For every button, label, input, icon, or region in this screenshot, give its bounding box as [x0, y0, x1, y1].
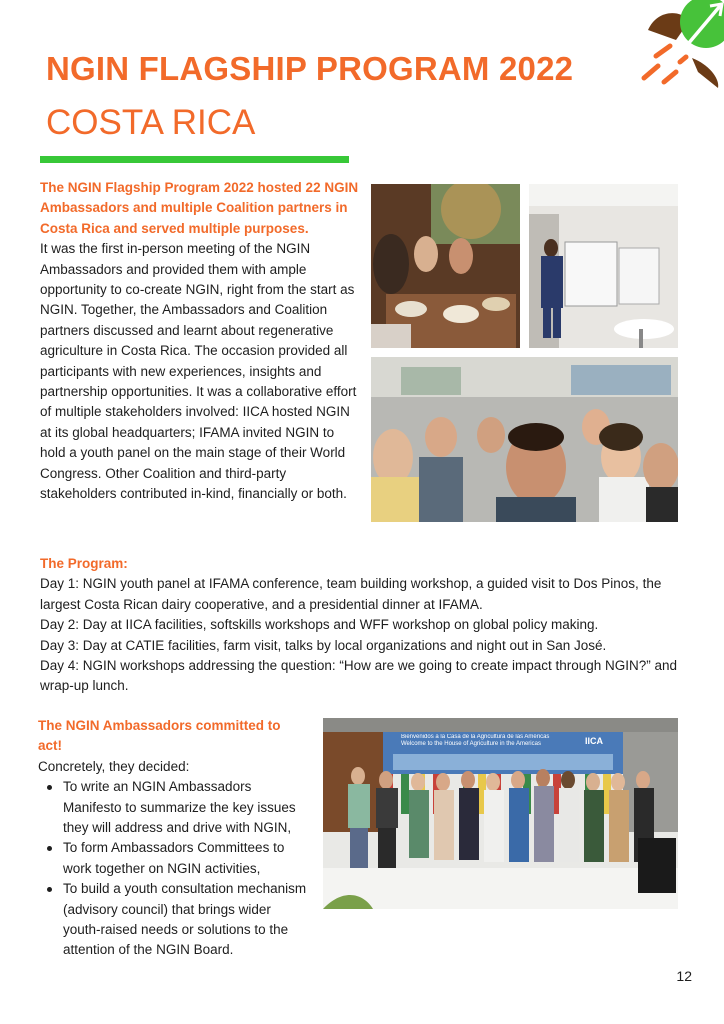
page-title: NGIN FLAGSHIP PROGRAM 2022 — [46, 50, 574, 87]
program-section — [40, 554, 690, 697]
list-item: To build a youth consultation mechanism (advisory council) that brings wider youth-raised needs or solutions to the attention of the NGIN Board. — [38, 879, 308, 961]
intro-section — [40, 178, 362, 505]
page-number: 12 — [676, 968, 692, 984]
title-divider — [40, 156, 349, 163]
presentation-photo — [529, 184, 678, 348]
banner-line-spanish: Bienvenidos a la Casa de la Agricultura de las Américas — [401, 734, 550, 740]
intro-body: It was the first in-person meeting of the NGIN Ambassadors and provided them with ample opportunity to co-create NGIN, right from the start as NGIN. Together, the Ambassadors and Coalition partners discussed and learnt about regenerative agriculture in Costa Rica. The occasion provided all participants with new experiences, insights and partnership opportunities. It was a collaborative effort of multiple stakeholders involved: IICA hosted NGIN at its global headquarters; IFAMA invited NGIN to hold a youth panel on the main stage of their World Congress. Other Coalition and third-party stakeholders contributed in-kind, financially or both. — [40, 241, 357, 502]
bus-selfie-photo — [371, 357, 678, 522]
page-subtitle: COSTA RICA — [46, 103, 256, 142]
dinner-photo — [371, 184, 520, 348]
program-heading: The Program: — [40, 556, 128, 571]
list-item: To form Ambassadors Committees to work together on NGIN activities, — [38, 838, 308, 879]
commitments-section — [38, 716, 308, 961]
commitments-lead: Concretely, they decided: — [38, 758, 190, 774]
commitments-list — [38, 777, 308, 961]
program-day: Day 1: NGIN youth panel at IFAMA conference, team building workshop, a guided visit to Dos Pinos, the largest Costa Rican dairy cooperative, and a presidential dinner at IFAMA. — [40, 576, 662, 612]
program-day: Day 2: Day at IICA facilities, softskills workshops and WFF workshop on global policy making. — [40, 617, 599, 633]
banner-line-english: Welcome to the House of Agriculture in the Americas — [401, 741, 541, 747]
list-item: To write an NGIN Ambassadors Manifesto to summarize the key issues they will address and drive with NGIN, — [38, 777, 308, 838]
program-day: Day 3: Day at CATIE facilities, farm visit, talks by local organizations and night out in San José. — [40, 637, 607, 653]
commitments-heading: The NGIN Ambassadors committed to act! — [38, 718, 281, 754]
ngin-rocket-logo-icon — [636, 0, 724, 92]
group-photo — [323, 718, 678, 909]
banner-iica-logo: IICA — [585, 736, 603, 746]
intro-highlight: The NGIN Flagship Program 2022 hosted 22 NGIN Ambassadors and multiple Coalition partners in Costa Rica and served multiple purposes. — [40, 180, 359, 236]
banner-welcome-text — [401, 734, 581, 748]
program-day: Day 4: NGIN workshops addressing the question: “How are we going to create impact through NGIN?” and wrap-up lunch. — [40, 658, 678, 694]
